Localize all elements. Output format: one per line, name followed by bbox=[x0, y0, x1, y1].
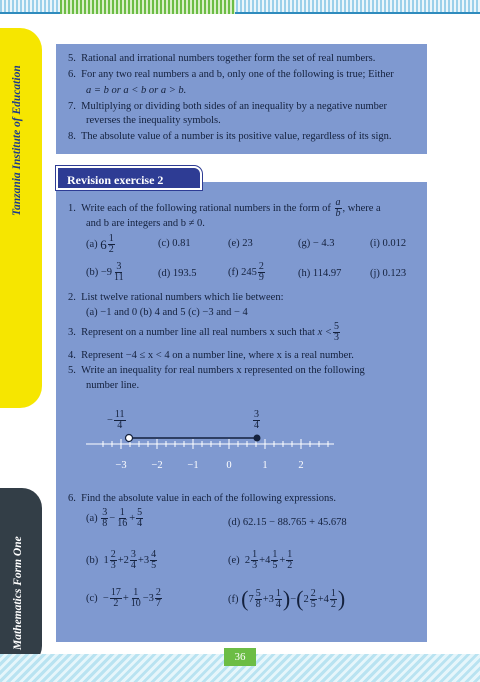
question-5: 5. Write an inequality for real numbers x represented on the following bbox=[68, 365, 365, 376]
summary-item-8: 8. The absolute value of a number is its positive value, regardless of its sign. bbox=[68, 131, 392, 142]
summary-item-5: 5. Rational and irrational numbers together form the set of real numbers. bbox=[68, 53, 376, 64]
summary-item-7-cont: reverses the inequality symbols. bbox=[86, 115, 221, 126]
closed-endpoint bbox=[254, 435, 261, 442]
q6-part-e: (e) 2 $\frac{1}{3}$ +4 $\frac{1}{5}$ + $\frac{1}{2}$ bbox=[228, 549, 293, 571]
q1-part-b: (b) −9 $\frac{3}{11}$ bbox=[86, 261, 124, 283]
tick-label: 0 bbox=[226, 460, 232, 471]
summary-item-6: 6. For any two real numbers a and b, only one of the following is true; Either bbox=[68, 69, 394, 80]
question-2: 2. List twelve rational numbers which lie between: bbox=[68, 292, 284, 303]
q1-part-e: (e) 23 bbox=[228, 238, 253, 249]
question-6: 6. Find the absolute value in each of the following expressions. bbox=[68, 493, 336, 504]
q1-part-c: (c) 0.81 bbox=[158, 238, 191, 249]
top-green-stripe bbox=[60, 0, 235, 14]
q1-part-f: (f) 245 $\frac{2}{9}$ bbox=[228, 261, 264, 283]
q6-part-b: (b) 1 $\frac{2}{3}$ +2 $\frac{3}{4}$ +3 $\frac{4}{5}$ bbox=[86, 549, 157, 571]
question-1: 1. Write each of the following rational numbers in the form of $\frac{a}{b}$ , where a bbox=[68, 197, 381, 219]
q1-part-h: (h) 114.97 bbox=[298, 268, 342, 279]
q1-part-a: (a) 6 $\frac{1}{2}$ bbox=[86, 233, 114, 255]
sidebar-institute-label: Tanzania Institute of Education bbox=[11, 65, 23, 216]
sidebar-book-label: Mathematics Form One bbox=[12, 536, 24, 650]
tick-label: 1 bbox=[262, 460, 268, 471]
summary-item-7: 7. Multiplying or dividing both sides of an inequality by a negative number bbox=[68, 101, 388, 112]
q6-part-c: (c) − $\frac{17}{2}$ + $\frac{1}{10}$ −3 $\frac{2}{7}$ bbox=[86, 587, 161, 609]
question-3: 3. Represent on a number line all real numbers x such that x < $\frac{5}{3}$ bbox=[68, 321, 339, 343]
numberline-right-label: $\frac{3}{4}$ bbox=[254, 409, 259, 431]
top-decorative-band bbox=[0, 0, 480, 14]
page-number: 36 bbox=[224, 648, 256, 666]
tick-label: −3 bbox=[115, 460, 127, 471]
open-endpoint bbox=[126, 435, 133, 442]
q6-part-a: (a) $\frac{3}{8}$ − $\frac{1}{16}$ + $\frac{5}{4}$ bbox=[86, 507, 143, 529]
tick-label: −1 bbox=[187, 460, 199, 471]
q1-part-d: (d) 193.5 bbox=[158, 268, 197, 279]
tick-label: 2 bbox=[298, 460, 304, 471]
question-5-line2: number line. bbox=[86, 380, 140, 391]
number-line bbox=[80, 404, 340, 474]
question-4: 4. Represent −4 ≤ x < 4 on a number line, where x is a real number. bbox=[68, 350, 354, 361]
tick-label: −2 bbox=[151, 460, 163, 471]
q1-part-i: (i) 0.012 bbox=[370, 238, 407, 249]
q1-part-g: (g) − 4.3 bbox=[298, 238, 335, 249]
numberline-left-label: − $\frac{11}{4}$ bbox=[107, 409, 125, 431]
q6-part-f: (f) ( 7 $\frac{5}{8}$ +3 $\frac{1}{4}$ ) − ( 2 $\frac{2}{5}$ +4 $\frac{1}{2}$ ) bbox=[228, 586, 346, 611]
q1-part-j: (j) 0.123 bbox=[370, 268, 407, 279]
question-2-parts: (a) −1 and 0 (b) 4 and 5 (c) −3 and − 4 bbox=[86, 307, 248, 318]
summary-item-6-cont: a = b or a < b or a > b. bbox=[86, 85, 187, 96]
q6-part-d: (d) 62.15 − 88.765 + 45.678 bbox=[228, 517, 347, 528]
question-1-line2: and b are integers and b ≠ 0. bbox=[86, 218, 205, 229]
revision-title: Revision exercise 2 bbox=[56, 166, 202, 190]
